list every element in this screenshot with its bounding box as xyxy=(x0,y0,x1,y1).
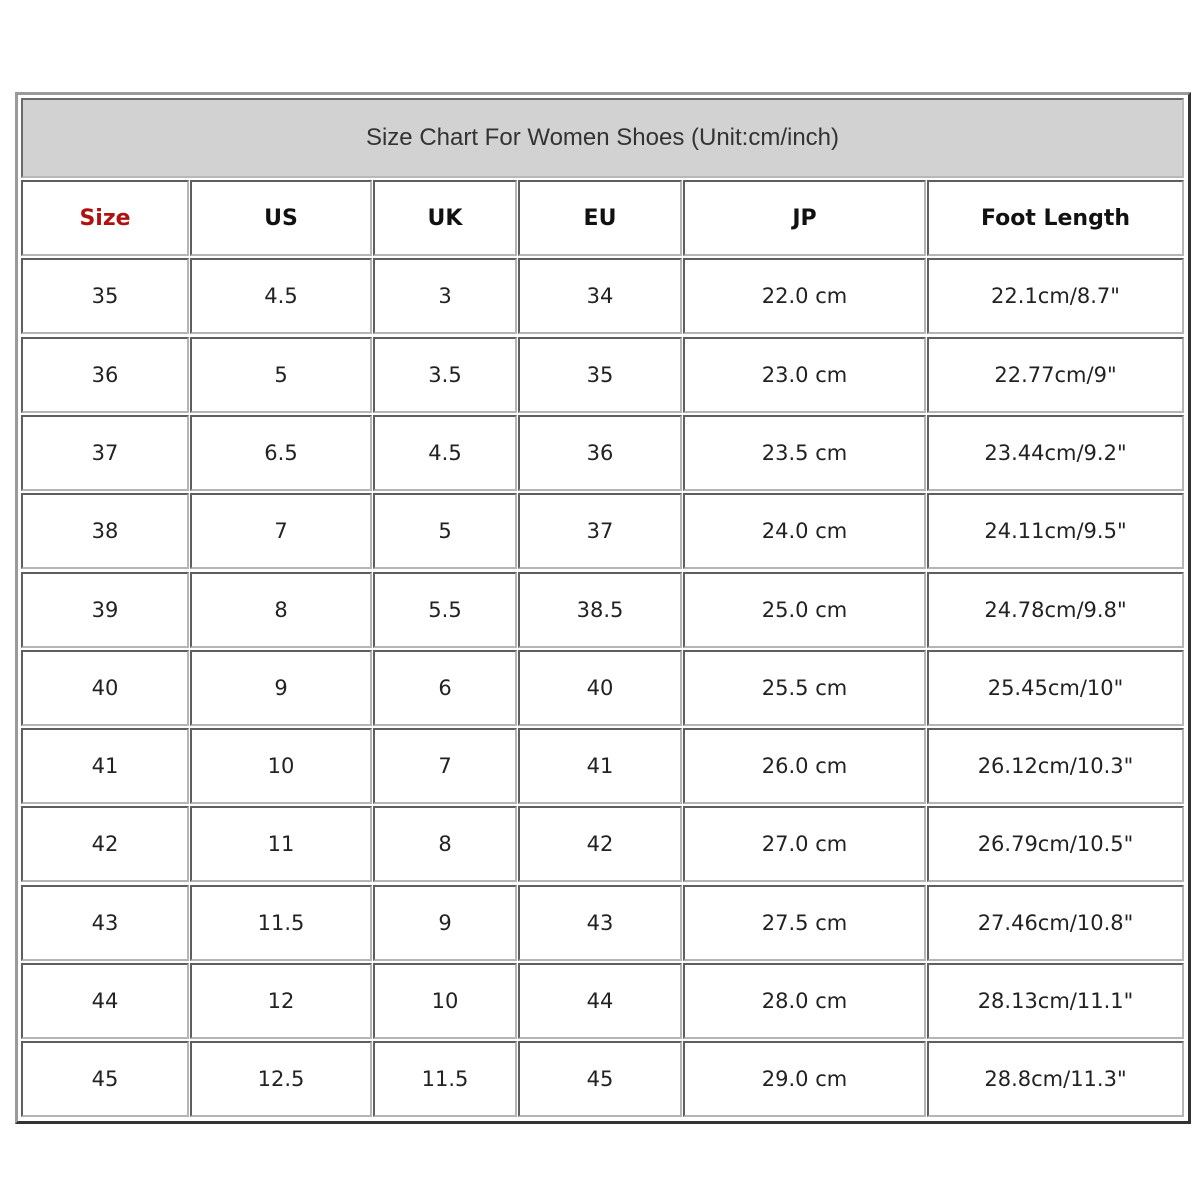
table-cell-foot-length: 22.77cm/9" xyxy=(927,337,1184,413)
table-cell-jp: 25.5 cm xyxy=(683,650,926,726)
table-cell-size: 40 xyxy=(21,650,189,726)
table-cell-foot-length: 26.79cm/10.5" xyxy=(927,806,1184,882)
table-cell-size: 38 xyxy=(21,493,189,569)
table-cell-jp: 25.0 cm xyxy=(683,572,926,648)
table-cell-foot-length: 28.8cm/11.3" xyxy=(927,1041,1184,1117)
table-cell-uk: 7 xyxy=(373,728,517,804)
table-cell-eu: 45 xyxy=(518,1041,682,1117)
table-cell-eu: 41 xyxy=(518,728,682,804)
table-cell-jp: 28.0 cm xyxy=(683,963,926,1039)
table-cell-uk: 3 xyxy=(373,258,517,334)
table-cell-jp: 27.0 cm xyxy=(683,806,926,882)
table-cell-uk: 8 xyxy=(373,806,517,882)
table-cell-foot-length: 24.11cm/9.5" xyxy=(927,493,1184,569)
table-cell-jp: 27.5 cm xyxy=(683,885,926,961)
table-cell-uk: 5 xyxy=(373,493,517,569)
table-cell-jp: 22.0 cm xyxy=(683,258,926,334)
table-cell-eu: 40 xyxy=(518,650,682,726)
table-cell-foot-length: 23.44cm/9.2" xyxy=(927,415,1184,491)
table-cell-eu: 38.5 xyxy=(518,572,682,648)
table-cell-eu: 34 xyxy=(518,258,682,334)
header-foot-length: Foot Length xyxy=(927,180,1184,256)
table-cell-size: 37 xyxy=(21,415,189,491)
table-cell-size: 36 xyxy=(21,337,189,413)
table-cell-size: 35 xyxy=(21,258,189,334)
header-us: US xyxy=(190,180,372,256)
table-cell-eu: 37 xyxy=(518,493,682,569)
table-cell-uk: 11.5 xyxy=(373,1041,517,1117)
table-cell-us: 12.5 xyxy=(190,1041,372,1117)
table-cell-jp: 23.5 cm xyxy=(683,415,926,491)
table-cell-uk: 5.5 xyxy=(373,572,517,648)
table-cell-us: 10 xyxy=(190,728,372,804)
table-cell-size: 41 xyxy=(21,728,189,804)
table-cell-foot-length: 24.78cm/9.8" xyxy=(927,572,1184,648)
table-cell-eu: 43 xyxy=(518,885,682,961)
table-cell-us: 12 xyxy=(190,963,372,1039)
table-cell-us: 8 xyxy=(190,572,372,648)
table-cell-size: 43 xyxy=(21,885,189,961)
table-cell-uk: 10 xyxy=(373,963,517,1039)
table-cell-us: 11.5 xyxy=(190,885,372,961)
table-cell-uk: 3.5 xyxy=(373,337,517,413)
table-cell-foot-length: 25.45cm/10" xyxy=(927,650,1184,726)
size-chart-title: Size Chart For Women Shoes (Unit:cm/inch) xyxy=(21,98,1184,178)
table-cell-foot-length: 27.46cm/10.8" xyxy=(927,885,1184,961)
table-cell-size: 42 xyxy=(21,806,189,882)
table-cell-us: 4.5 xyxy=(190,258,372,334)
table-cell-eu: 42 xyxy=(518,806,682,882)
table-cell-size: 45 xyxy=(21,1041,189,1117)
table-cell-jp: 24.0 cm xyxy=(683,493,926,569)
table-cell-eu: 36 xyxy=(518,415,682,491)
table-cell-eu: 44 xyxy=(518,963,682,1039)
table-cell-foot-length: 26.12cm/10.3" xyxy=(927,728,1184,804)
table-cell-size: 39 xyxy=(21,572,189,648)
table-cell-us: 9 xyxy=(190,650,372,726)
table-cell-us: 5 xyxy=(190,337,372,413)
header-uk: UK xyxy=(373,180,517,256)
table-cell-eu: 35 xyxy=(518,337,682,413)
table-cell-uk: 4.5 xyxy=(373,415,517,491)
table-cell-jp: 29.0 cm xyxy=(683,1041,926,1117)
table-cell-jp: 23.0 cm xyxy=(683,337,926,413)
table-cell-jp: 26.0 cm xyxy=(683,728,926,804)
table-cell-foot-length: 28.13cm/11.1" xyxy=(927,963,1184,1039)
table-cell-foot-length: 22.1cm/8.7" xyxy=(927,258,1184,334)
table-cell-uk: 6 xyxy=(373,650,517,726)
header-size: Size xyxy=(21,180,189,256)
table-cell-us: 6.5 xyxy=(190,415,372,491)
table-cell-uk: 9 xyxy=(373,885,517,961)
header-jp: JP xyxy=(683,180,926,256)
table-cell-size: 44 xyxy=(21,963,189,1039)
table-cell-us: 7 xyxy=(190,493,372,569)
table-cell-us: 11 xyxy=(190,806,372,882)
header-eu: EU xyxy=(518,180,682,256)
